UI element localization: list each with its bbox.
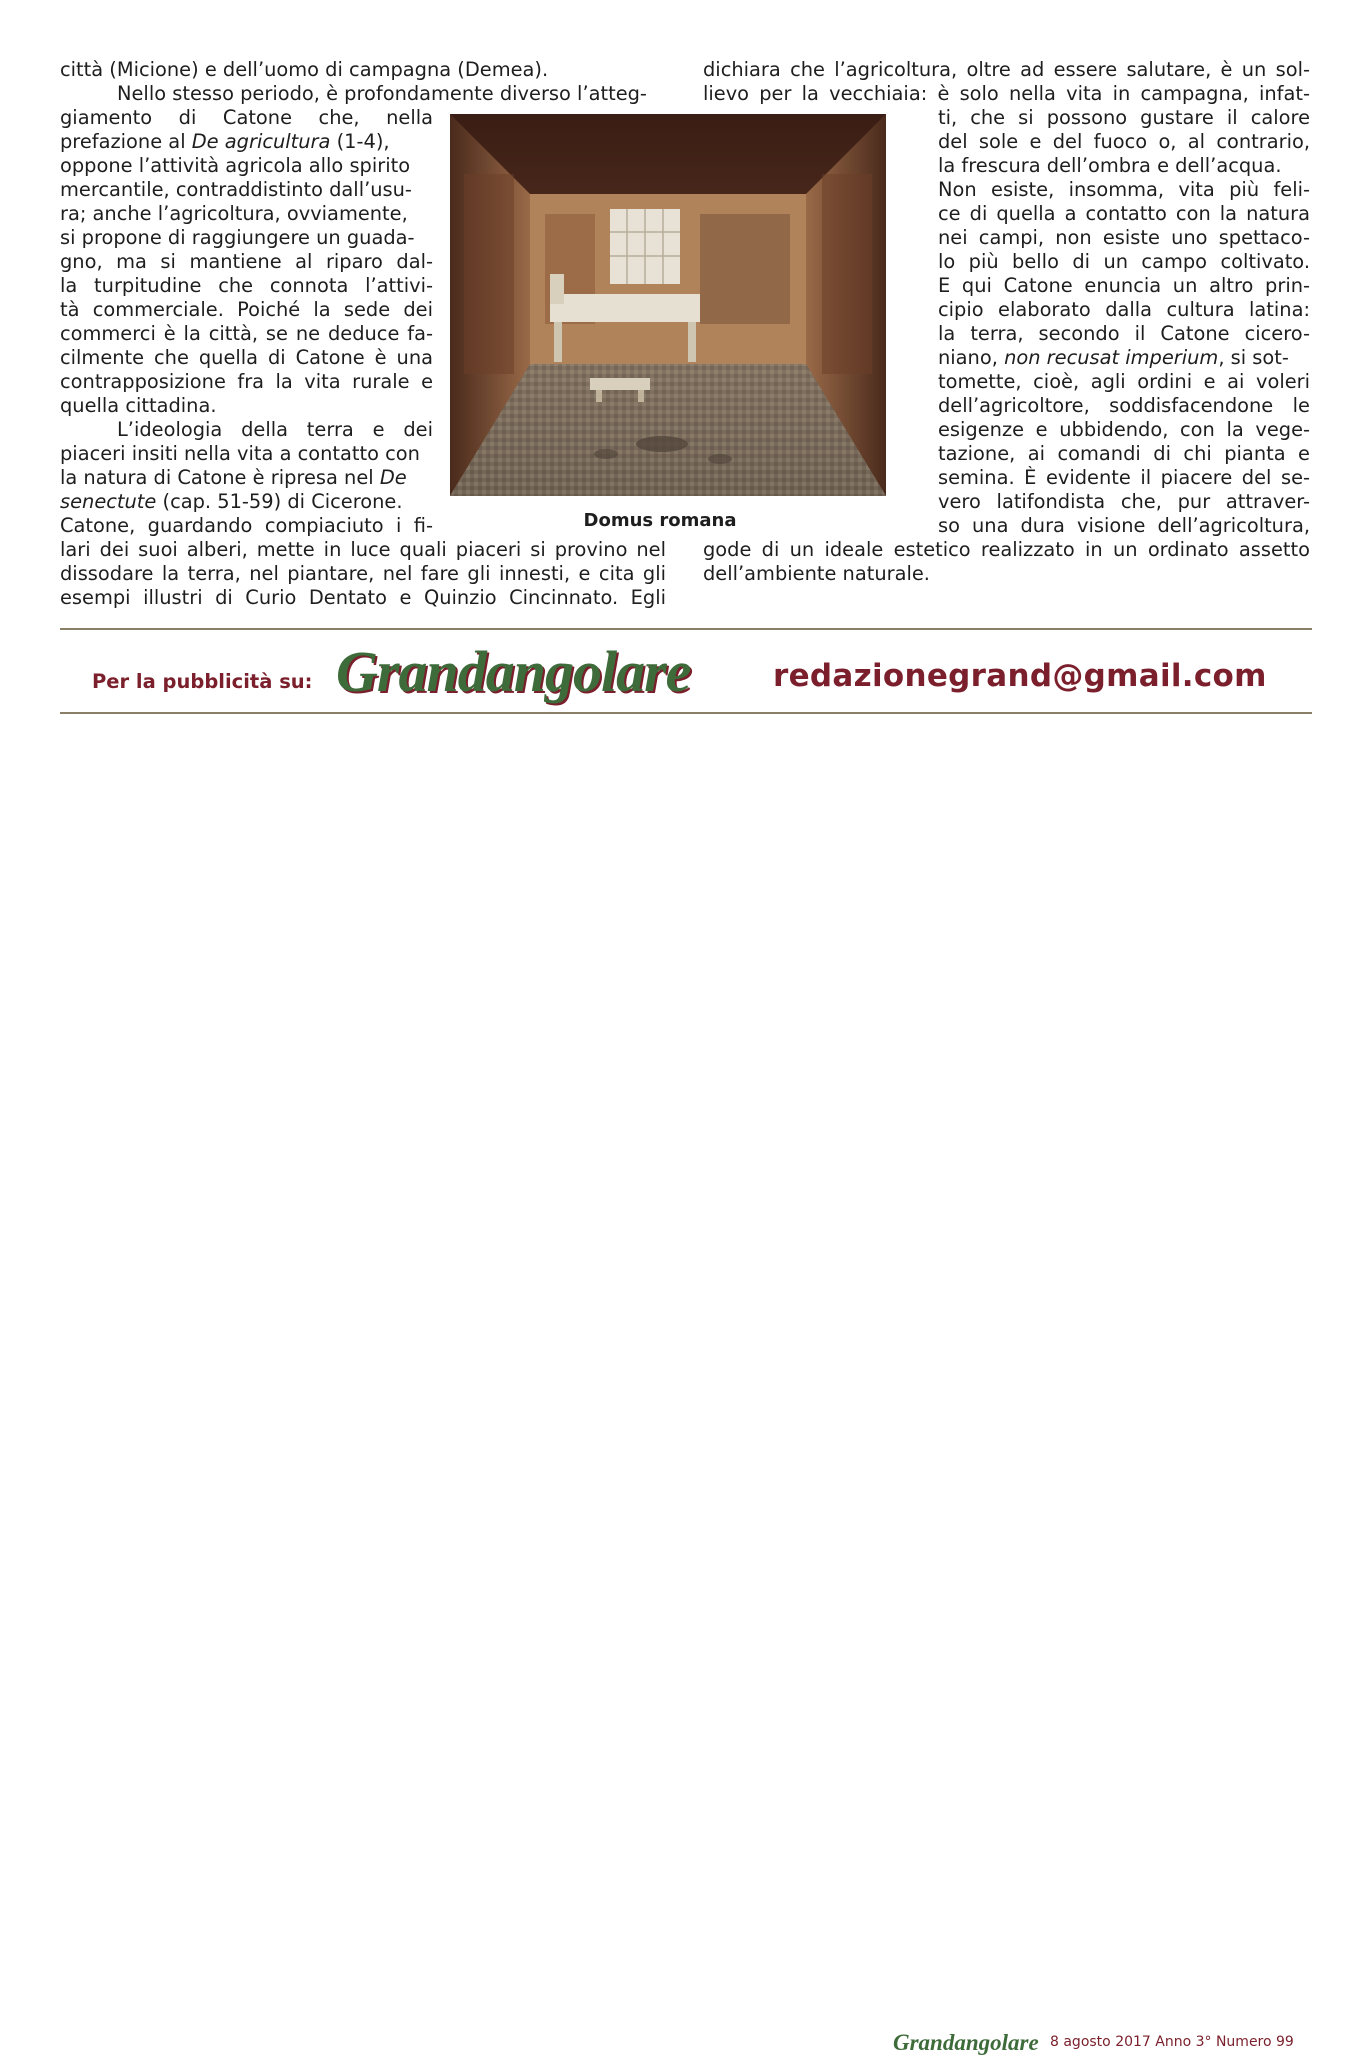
text-line: nei campi, non esiste uno spettaco- bbox=[938, 226, 1310, 249]
ad-top-rule bbox=[60, 628, 1312, 630]
text-line: vero latifondista che, pur attraver- bbox=[938, 490, 1310, 513]
grandangolare-logo: Grandangolare bbox=[336, 639, 691, 704]
ad-label: Per la pubblicità su: bbox=[92, 670, 313, 693]
text-line: Nello stesso periodo, è profondamente diverso l’atteg- bbox=[117, 82, 647, 105]
text-line: giamento di Catone che, nella bbox=[60, 106, 433, 129]
text-fragment: niano, bbox=[938, 346, 998, 369]
text-line: piaceri insiti nella vita a contatto con bbox=[60, 442, 420, 465]
text-line: lari dei suoi alberi, mette in luce quali piaceri si provino nel bbox=[60, 538, 666, 561]
footer-logo: Grandangolare bbox=[893, 2030, 1039, 2055]
text-fragment: la natura di Catone è ripresa nel bbox=[60, 466, 374, 489]
text-line: esempi illustri di Curio Dentato e Quinzio Cincinnato. Egli bbox=[60, 586, 666, 609]
text-line: tà commerciale. Poiché la sede dei bbox=[60, 298, 433, 321]
text-line: so una dura visione dell’agricoltura, bbox=[938, 514, 1310, 537]
photo-caption: Domus romana bbox=[583, 510, 737, 531]
text-line: esigenze e ubbidendo, con la vege- bbox=[938, 418, 1310, 441]
text-line: mercantile, contraddistinto dall’usu- bbox=[60, 178, 412, 201]
text-line: la turpitudine che connota l’attivi- bbox=[60, 274, 433, 297]
text-fragment: (cap. 51-59) di Cicerone. bbox=[162, 490, 403, 513]
text-line bbox=[60, 466, 407, 490]
text-line: quella cittadina. bbox=[60, 394, 217, 417]
text-line: oppone l’attività agricola allo spirito bbox=[60, 154, 411, 177]
text-line: dissodare la terra, nel piantare, nel fare gli innesti, e cita gli bbox=[60, 562, 666, 585]
text-line bbox=[938, 346, 1289, 370]
text-line: ti, che si possono gustare il calore bbox=[938, 106, 1310, 129]
text-fragment: , si sot- bbox=[1218, 346, 1289, 369]
text-line: L’ideologia della terra e dei bbox=[117, 418, 433, 441]
text-line bbox=[60, 490, 403, 514]
text-line: commerci è la città, se ne deduce fa- bbox=[60, 322, 433, 345]
text-line: dell’ambiente naturale. bbox=[703, 562, 930, 585]
text-line: lievo per la vecchiaia: è solo nella vita in campagna, infat- bbox=[703, 82, 1310, 105]
text-line: dichiara che l’agricoltura, oltre ad essere salutare, è un sol- bbox=[703, 58, 1310, 81]
domus-romana-photo bbox=[450, 114, 886, 496]
text-line: la frescura dell’ombra e dell’acqua. bbox=[938, 154, 1282, 177]
text-line: gode di un ideale estetico realizzato in un ordinato assetto bbox=[703, 538, 1310, 561]
text-line: città (Micione) e dell’uomo di campagna (Demea). bbox=[60, 58, 549, 81]
text-line: ce di quella a contatto con la natura bbox=[938, 202, 1310, 225]
text-line: ra; anche l’agricoltura, ovviamente, bbox=[60, 202, 408, 225]
ad-bottom-rule bbox=[60, 712, 1312, 714]
italic-title: De agricultura bbox=[191, 130, 331, 153]
italic-title: De bbox=[379, 466, 407, 489]
text-line: tomette, cioè, agli ordini e ai voleri bbox=[938, 370, 1310, 393]
italic-phrase: non recusat imperium bbox=[1004, 346, 1219, 369]
text-line: Catone, guardando compiaciuto i fi- bbox=[60, 514, 433, 537]
text-line: cipio elaborato dalla cultura latina: bbox=[938, 298, 1310, 321]
text-line: la terra, secondo il Catone cicero- bbox=[938, 322, 1310, 345]
text-line: contrapposizione fra la vita rurale e bbox=[60, 370, 433, 393]
text-line: gno, ma si mantiene al riparo dal- bbox=[60, 250, 433, 273]
issue-info: 8 agosto 2017 Anno 3° Numero 99 bbox=[1050, 2034, 1294, 2050]
text-line: cilmente che quella di Catone è una bbox=[60, 346, 433, 369]
text-line bbox=[60, 130, 390, 154]
italic-title: senectute bbox=[60, 490, 157, 513]
ad-email-link[interactable]: redazionegrand@gmail.com bbox=[773, 658, 1267, 694]
text-line: E qui Catone enuncia un altro prin- bbox=[938, 274, 1310, 297]
text-line: dell’agricoltore, soddisfacendone le bbox=[938, 394, 1310, 417]
text-fragment: (1-4), bbox=[336, 130, 390, 153]
text-line: semina. È evidente il piacere del se- bbox=[938, 466, 1310, 489]
text-line: del sole e del fuoco o, al contrario, bbox=[938, 130, 1310, 153]
text-fragment: prefazione al bbox=[60, 130, 186, 153]
text-line: lo più bello di un campo coltivato. bbox=[938, 250, 1310, 273]
text-line: si propone di raggiungere un guada- bbox=[60, 226, 415, 249]
text-line: Non esiste, insomma, vita più feli- bbox=[938, 178, 1310, 201]
text-line: tazione, ai comandi di chi pianta e bbox=[938, 442, 1310, 465]
